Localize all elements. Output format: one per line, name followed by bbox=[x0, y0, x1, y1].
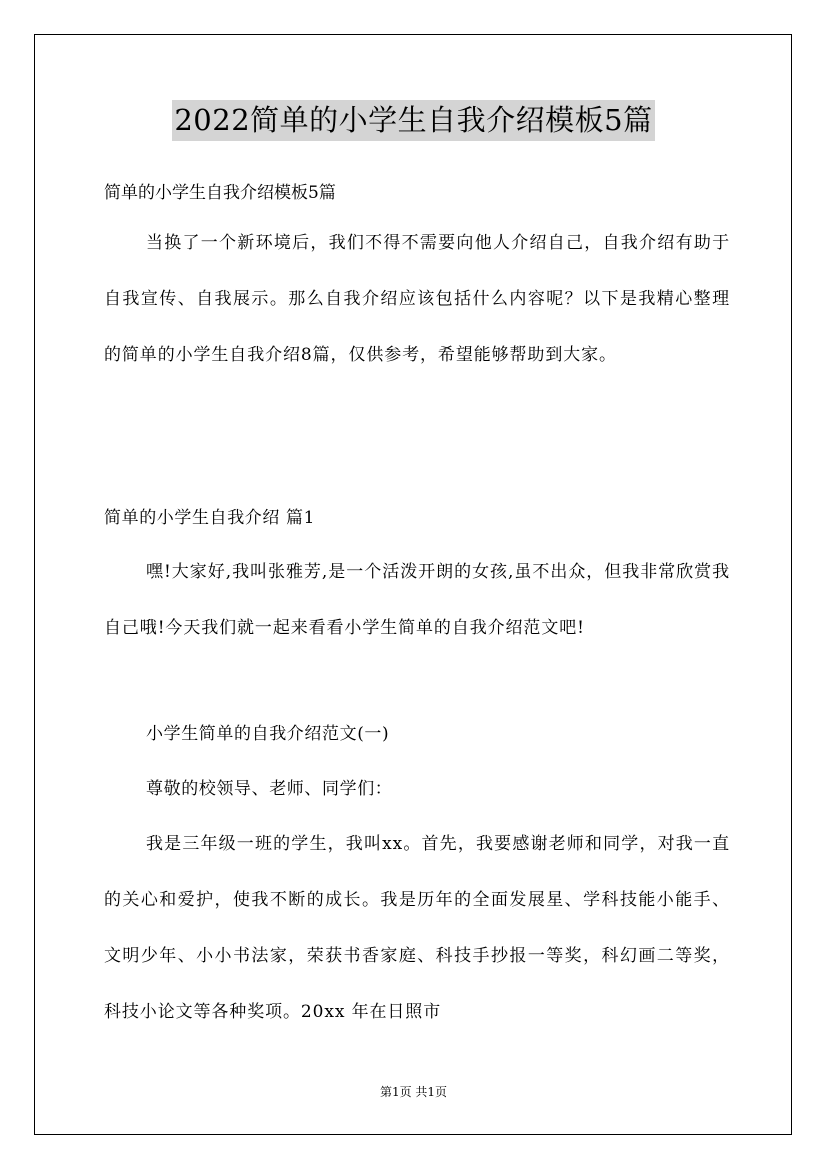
title-container bbox=[0, 100, 827, 141]
section-heading: 简单的小学生自我介绍 篇1 bbox=[104, 508, 316, 528]
body-paragraph: 我是三年级一班的学生，我叫xx。首先，我要感谢老师和同学，对我一直的关心和爱护，使我不断的成长。我是历年的全面发展星、学科技能小能手、文明少年、小小书法家，荣获书香家庭、科技手抄报一等奖，科幻画二等奖，科技小论文等各种奖项。20xx 年在日照市 bbox=[104, 834, 730, 1022]
document-subtitle: 简单的小学生自我介绍模板5篇 bbox=[104, 183, 336, 203]
intro-paragraph: 当换了一个新环境后，我们不得不需要向他人介绍自己，自我介绍有助于自我宣传、自我展示。那么自我介绍应该包括什么内容呢？以下是我精心整理的简单的小学生自我介绍8篇，仅供参考，希望能够帮助到大家。 bbox=[104, 233, 730, 365]
section-paragraph: 嘿!大家好,我叫张雅芳,是一个活泼开朗的女孩,虽不出众，但我非常欣赏我自己哦!今天我们就一起来看看小学生简单的自我介绍范文吧! bbox=[104, 562, 730, 638]
greeting-line: 尊敬的校领导、老师、同学们： bbox=[146, 779, 393, 799]
page-footer: 第1页 共1页 bbox=[379, 1085, 448, 1099]
document-title: 2022简单的小学生自我介绍模板5篇 bbox=[172, 100, 654, 141]
example-title: 小学生简单的自我介绍范文(一) bbox=[146, 724, 390, 744]
